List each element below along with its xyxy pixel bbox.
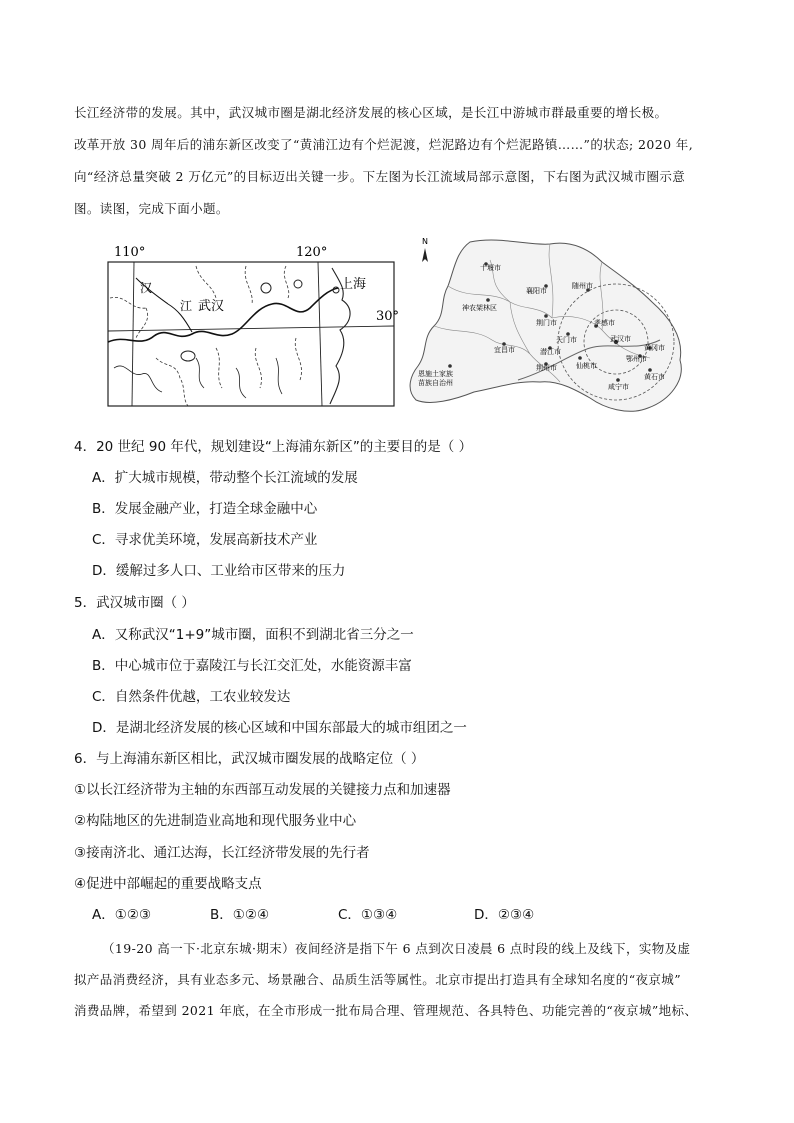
- next-passage-line: （19-20 高一下·北京东城·期末）夜间经济是指下午 6 点到次日凌晨 6 点时段的线上及线下，实物及虚: [102, 941, 691, 956]
- city-qianjiang: 潜江市: [540, 348, 561, 356]
- parallel-30: [108, 326, 394, 331]
- question-6-stem: 6．与上海浦东新区相比，武汉城市圈发展的战略定位（ ）: [74, 751, 425, 767]
- question-4-option-c[interactable]: C．寻求优美环境，发展高新技术产业: [92, 532, 318, 548]
- meridian-110: [132, 262, 134, 406]
- wuhan-label: 武汉: [198, 299, 225, 314]
- city-tianmen: 天门市: [556, 336, 577, 344]
- city-jingzhou: 荆州市: [536, 364, 557, 372]
- city-ezhou: 鄂州市: [626, 355, 647, 363]
- city-dot: [578, 356, 582, 360]
- city-dot: [486, 298, 490, 302]
- lake: [261, 283, 271, 293]
- question-6-choice-a[interactable]: A．①②③: [92, 907, 152, 923]
- wuhan-city-circle-map: [400, 230, 690, 418]
- city-enshi-line1: 恩施土家族: [418, 370, 453, 378]
- question-4-stem: 4．20 世纪 90 年代，规划建设“上海浦东新区”的主要目的是（ ）: [74, 439, 473, 455]
- yangtze-basin-map: [96, 238, 406, 410]
- question-4-option-a[interactable]: A．扩大城市规模，带动整个长江流域的发展: [92, 470, 358, 486]
- question-5-option-c[interactable]: C．自然条件优越，工农业较发达: [92, 689, 291, 705]
- dongting-lake: [181, 351, 195, 361]
- city-huanggang: 黄冈市: [644, 344, 665, 352]
- yangtze-river: [108, 288, 338, 342]
- question-6-choice-c[interactable]: C．①③④: [338, 907, 398, 923]
- lon-120-label: 120°: [296, 245, 328, 260]
- jiang-label: 江: [180, 299, 193, 313]
- question-6-choices: [92, 903, 534, 923]
- intro-line: 长江经济带的发展。其中，武汉城市圈是湖北经济发展的核心区域，是长江中游城市群最重要的增长极。: [74, 105, 668, 120]
- next-passage-line: 拟产品消费经济，具有业态多元、场景融合、品质生活等属性。北京市提出打造具有全球知名度的“夜京城”: [74, 972, 681, 987]
- question-5-option-d[interactable]: D．是湖北经济发展的核心区域和中国东部最大的城市组团之一: [92, 720, 467, 736]
- lon-110-label: 110°: [114, 245, 146, 260]
- question-4-option-d[interactable]: D．缓解过多人口、工业给市区带来的压力: [92, 563, 346, 579]
- city-shennongjia: 神农架林区: [462, 304, 497, 312]
- city-jingmen: 荆门市: [536, 319, 557, 327]
- city-huangshi: 黄石市: [644, 373, 665, 381]
- han-river-label: 汉: [140, 281, 153, 295]
- city-xianning: 咸宁市: [608, 383, 629, 391]
- question-5-option-b[interactable]: B．中心城市位于嘉陵江与长江交汇处，水能资源丰富: [92, 658, 412, 674]
- city-enshi-line2: 苗族自治州: [418, 379, 453, 387]
- question-4-option-b[interactable]: B．发展金融产业，打造全球金融中心: [92, 501, 318, 517]
- city-xiaogan: 孝感市: [594, 319, 615, 327]
- intro-paragraph: [74, 97, 724, 225]
- lat-30-label: 30°: [376, 309, 400, 324]
- next-passage: [74, 933, 726, 1026]
- north-label: N: [422, 237, 428, 246]
- city-dot: [544, 314, 548, 318]
- city-xiangyang: 襄阳市: [526, 287, 547, 295]
- city-wuhan: 武汉市: [610, 335, 631, 343]
- city-dot: [648, 368, 652, 372]
- city-dot: [448, 364, 452, 368]
- question-5-option-a[interactable]: A．又称武汉“1+9”城市圈，面积不到湖北省三分之一: [92, 627, 414, 643]
- question-6-statement-3: ③接南济北、通江达海，长江经济带发展的先行者: [74, 845, 370, 861]
- question-6-statement-1: ①以长江经济带为主轴的东西部互动发展的关键接力点和加速器: [74, 782, 451, 798]
- city-dot: [616, 378, 620, 382]
- tributaries: [114, 358, 282, 398]
- next-passage-line: 消费品牌，希望到 2021 年底，在全市形成一批布局合理、管理规范、各具特色、功能完善的“夜京城”地标、: [74, 1003, 698, 1018]
- question-6-choice-d[interactable]: D．②③④: [474, 907, 535, 923]
- question-6-statement-2: ②构陆地区的先进制造业高地和现代服务业中心: [74, 813, 357, 829]
- city-shiyan: 十堰市: [480, 264, 501, 272]
- city-yichang: 宜昌市: [494, 346, 515, 354]
- shanghai-label: 上海: [340, 277, 367, 292]
- city-suizhou: 随州市: [572, 282, 593, 290]
- province-borders: [110, 266, 302, 406]
- north-arrow-icon: [422, 248, 428, 262]
- intro-line: 图。读图，完成下面小题。: [74, 201, 229, 216]
- meridian-120: [318, 262, 322, 406]
- intro-line: 向“经济总量突破 2 万亿元”的目标迈出关键一步。下左图为长江流域局部示意图，下右图为武汉城市圈示意: [74, 169, 686, 184]
- intro-line: 改革开放 30 周年后的浦东新区改变了“黄浦江边有个烂泥渡，烂泥路边有个烂泥路镇……”的状态; 2020 年,: [74, 137, 694, 152]
- lake: [294, 280, 302, 288]
- question-6-statement-4: ④促进中部崛起的重要战略支点: [74, 876, 262, 892]
- question-6-choice-b[interactable]: B．①②④: [210, 907, 270, 923]
- city-xiantao: 仙桃市: [576, 362, 597, 370]
- question-5-stem: 5．武汉城市圈（ ）: [74, 595, 195, 611]
